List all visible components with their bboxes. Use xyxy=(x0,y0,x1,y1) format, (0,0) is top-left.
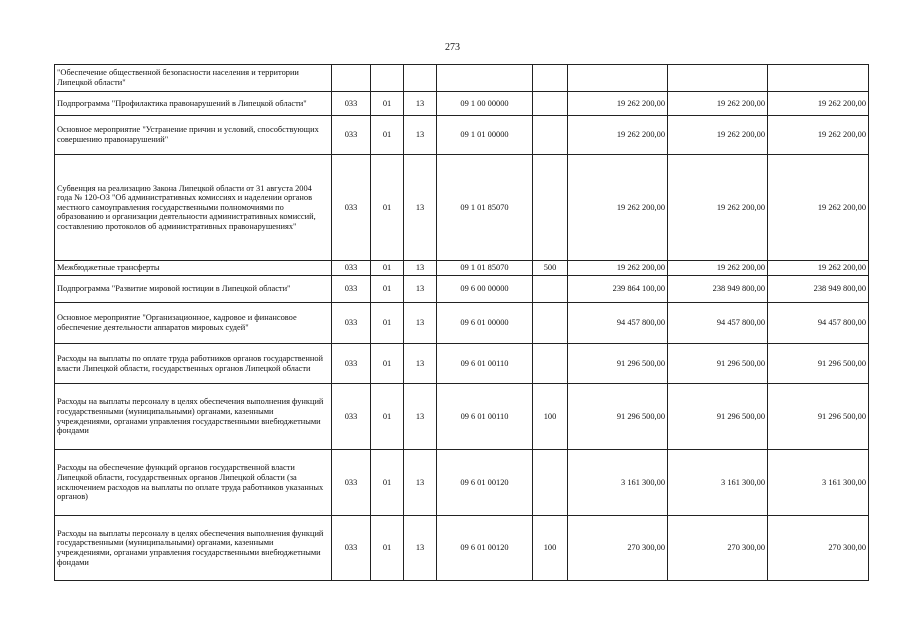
table-row xyxy=(55,92,869,116)
amount-year-2: 238 949 800,00 xyxy=(668,276,768,303)
amount-year-2: 270 300,00 xyxy=(668,516,768,581)
row-name: Основное мероприятие "Устранение причин и условий, способствующих совершению правонарушений" xyxy=(55,116,332,155)
section-code xyxy=(371,65,404,92)
target-article: 09 6 00 00000 xyxy=(437,276,533,303)
expense-type: 500 xyxy=(533,261,568,276)
target-article: 09 6 01 00110 xyxy=(437,384,533,450)
expense-type xyxy=(533,116,568,155)
section-code: 01 xyxy=(371,155,404,261)
amount-year-1: 19 262 200,00 xyxy=(568,261,668,276)
subsection-code: 13 xyxy=(404,344,437,384)
section-code: 01 xyxy=(371,384,404,450)
subsection-code: 13 xyxy=(404,516,437,581)
amount-year-2: 3 161 300,00 xyxy=(668,450,768,516)
row-name: "Обеспечение общественной безопасности населения и территории Липецкой области" xyxy=(55,65,332,92)
subsection-code: 13 xyxy=(404,276,437,303)
expense-type xyxy=(533,92,568,116)
table-row xyxy=(55,155,869,261)
subsection-code: 13 xyxy=(404,155,437,261)
amount-year-2: 19 262 200,00 xyxy=(668,92,768,116)
amount-year-2: 19 262 200,00 xyxy=(668,155,768,261)
section-code: 01 xyxy=(371,450,404,516)
subsection-code: 13 xyxy=(404,261,437,276)
amount-year-3: 19 262 200,00 xyxy=(768,116,869,155)
budget-table xyxy=(54,64,869,581)
ministry-code: 033 xyxy=(332,116,371,155)
expense-type xyxy=(533,344,568,384)
amount-year-3: 91 296 500,00 xyxy=(768,344,869,384)
amount-year-3: 91 296 500,00 xyxy=(768,384,869,450)
expense-type xyxy=(533,276,568,303)
row-name: Субвенция на реализацию Закона Липецкой области от 31 августа 2004 года № 120-ОЗ "Об административных комиссиях и наделении органов местного самоуправления государственными полномочиями по образованию и организации деятельности административных комиссий, составлению протоколов об административных правонарушениях" xyxy=(55,155,332,261)
target-article: 09 6 01 00000 xyxy=(437,303,533,344)
row-name: Расходы на выплаты персоналу в целях обеспечения выполнения функций государственными (муниципальными) органами, казенными учреждениями, органами управления государственными внебюджетными фондами xyxy=(55,384,332,450)
ministry-code: 033 xyxy=(332,344,371,384)
section-code: 01 xyxy=(371,276,404,303)
amount-year-1: 239 864 100,00 xyxy=(568,276,668,303)
table-row xyxy=(55,303,869,344)
subsection-code: 13 xyxy=(404,116,437,155)
row-name: Межбюджетные трансферты xyxy=(55,261,332,276)
row-name: Расходы на выплаты по оплате труда работников органов государственной власти Липецкой области, государственных органов Липецкой области xyxy=(55,344,332,384)
section-code: 01 xyxy=(371,344,404,384)
row-name: Подпрограмма "Профилактика правонарушений в Липецкой области" xyxy=(55,92,332,116)
target-article xyxy=(437,65,533,92)
subsection-code: 13 xyxy=(404,384,437,450)
expense-type xyxy=(533,303,568,344)
ministry-code: 033 xyxy=(332,155,371,261)
amount-year-2: 19 262 200,00 xyxy=(668,116,768,155)
amount-year-1: 94 457 800,00 xyxy=(568,303,668,344)
target-article: 09 6 01 00110 xyxy=(437,344,533,384)
ministry-code: 033 xyxy=(332,92,371,116)
amount-year-1: 91 296 500,00 xyxy=(568,344,668,384)
row-name: Подпрограмма "Развитие мировой юстиции в Липецкой области" xyxy=(55,276,332,303)
amount-year-2: 94 457 800,00 xyxy=(668,303,768,344)
subsection-code: 13 xyxy=(404,303,437,344)
section-code: 01 xyxy=(371,116,404,155)
amount-year-3: 19 262 200,00 xyxy=(768,92,869,116)
table-row xyxy=(55,65,869,92)
expense-type: 100 xyxy=(533,516,568,581)
expense-type xyxy=(533,450,568,516)
target-article: 09 1 01 85070 xyxy=(437,261,533,276)
expense-type xyxy=(533,155,568,261)
table-row xyxy=(55,450,869,516)
amount-year-1: 91 296 500,00 xyxy=(568,384,668,450)
ministry-code: 033 xyxy=(332,516,371,581)
amount-year-2: 19 262 200,00 xyxy=(668,261,768,276)
amount-year-3 xyxy=(768,65,869,92)
row-name: Расходы на выплаты персоналу в целях обеспечения выполнения функций государственными (муниципальными) органами, казенными учреждениями, органами управления государственными внебюджетными фондами xyxy=(55,516,332,581)
amount-year-3: 19 262 200,00 xyxy=(768,261,869,276)
ministry-code: 033 xyxy=(332,384,371,450)
table-row xyxy=(55,516,869,581)
section-code: 01 xyxy=(371,516,404,581)
subsection-code xyxy=(404,65,437,92)
target-article: 09 6 01 00120 xyxy=(437,516,533,581)
amount-year-1: 19 262 200,00 xyxy=(568,155,668,261)
row-name: Основное мероприятие "Организационное, кадровое и финансовое обеспечение деятельности аппаратов мировых судей" xyxy=(55,303,332,344)
table-row xyxy=(55,116,869,155)
expense-type xyxy=(533,65,568,92)
target-article: 09 1 01 00000 xyxy=(437,116,533,155)
expense-type: 100 xyxy=(533,384,568,450)
section-code: 01 xyxy=(371,261,404,276)
amount-year-3: 19 262 200,00 xyxy=(768,155,869,261)
amount-year-3: 270 300,00 xyxy=(768,516,869,581)
table-row xyxy=(55,276,869,303)
ministry-code: 033 xyxy=(332,450,371,516)
amount-year-1: 19 262 200,00 xyxy=(568,92,668,116)
section-code: 01 xyxy=(371,303,404,344)
amount-year-3: 3 161 300,00 xyxy=(768,450,869,516)
subsection-code: 13 xyxy=(404,92,437,116)
amount-year-3: 238 949 800,00 xyxy=(768,276,869,303)
table-row xyxy=(55,344,869,384)
page-number: 273 xyxy=(445,42,460,53)
amount-year-1: 19 262 200,00 xyxy=(568,116,668,155)
subsection-code: 13 xyxy=(404,450,437,516)
section-code: 01 xyxy=(371,92,404,116)
row-name: Расходы на обеспечение функций органов государственной власти Липецкой области, государственных органов Липецкой области (за исключением расходов на выплаты по оплате труда работников указанных органов) xyxy=(55,450,332,516)
target-article: 09 1 00 00000 xyxy=(437,92,533,116)
amount-year-3: 94 457 800,00 xyxy=(768,303,869,344)
ministry-code: 033 xyxy=(332,276,371,303)
table-row xyxy=(55,261,869,276)
amount-year-1: 270 300,00 xyxy=(568,516,668,581)
ministry-code: 033 xyxy=(332,261,371,276)
amount-year-1: 3 161 300,00 xyxy=(568,450,668,516)
amount-year-2: 91 296 500,00 xyxy=(668,384,768,450)
amount-year-2 xyxy=(668,65,768,92)
target-article: 09 6 01 00120 xyxy=(437,450,533,516)
table-row xyxy=(55,384,869,450)
ministry-code xyxy=(332,65,371,92)
target-article: 09 1 01 85070 xyxy=(437,155,533,261)
amount-year-1 xyxy=(568,65,668,92)
ministry-code: 033 xyxy=(332,303,371,344)
amount-year-2: 91 296 500,00 xyxy=(668,344,768,384)
